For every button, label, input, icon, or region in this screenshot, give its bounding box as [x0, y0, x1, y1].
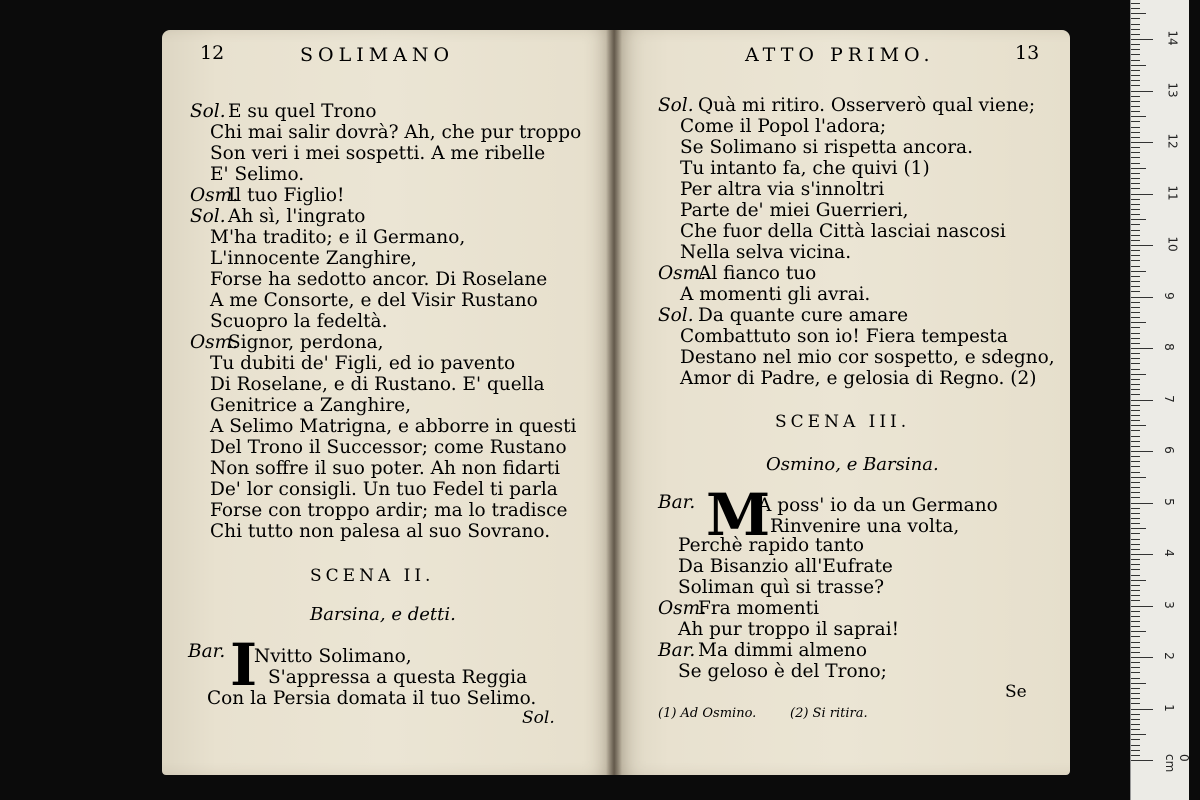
ruler-tick — [1131, 34, 1140, 35]
ruler-tick — [1131, 260, 1140, 261]
ruler-tick — [1131, 173, 1140, 174]
ruler-tick — [1131, 719, 1140, 720]
ruler-tick — [1131, 235, 1140, 236]
ruler-tick — [1131, 430, 1140, 431]
ruler-tick — [1131, 137, 1140, 138]
right-scene-line: Ma dimmi almeno — [698, 640, 867, 661]
ruler-number: 13 — [1165, 81, 1180, 98]
ruler-tick — [1131, 446, 1140, 447]
ruler-tick — [1131, 590, 1140, 591]
ruler-tick — [1131, 647, 1140, 648]
left-speaker: Sol. — [190, 101, 226, 122]
measuring-ruler — [1130, 0, 1189, 800]
ruler-tick — [1131, 683, 1146, 684]
ruler-tick — [1131, 369, 1140, 370]
right-scene-speaker: Bar. — [658, 640, 696, 661]
left-running-head: SOLIMANO — [300, 44, 455, 66]
ruler-tick — [1131, 662, 1140, 663]
ruler-tick — [1131, 739, 1140, 740]
ruler-tick — [1131, 580, 1146, 581]
left-verse-line: De' lor consigli. Un tuo Fedel ti parla — [210, 479, 558, 500]
ruler-tick — [1131, 595, 1140, 596]
right-scene-speaker: Bar. — [658, 492, 696, 513]
ruler-tick — [1131, 533, 1140, 534]
ruler-tick — [1131, 410, 1140, 411]
ruler-tick — [1131, 415, 1140, 416]
left-speaker: Osm. — [190, 332, 239, 353]
ruler-tick — [1131, 585, 1140, 586]
ruler-tick — [1131, 616, 1140, 617]
left-verse-line: Forse con troppo ardir; ma lo tradisce — [210, 500, 568, 521]
right-scene-line: Perchè rapido tanto — [678, 535, 864, 556]
ruler-tick — [1131, 600, 1140, 601]
ruler-tick — [1131, 389, 1140, 390]
ruler-tick — [1131, 327, 1140, 328]
ruler-tick — [1131, 18, 1140, 19]
left-verse-line: L'innocente Zanghire, — [210, 248, 417, 269]
ruler-tick — [1131, 508, 1140, 509]
ruler-tick — [1131, 302, 1140, 303]
ruler-tick — [1131, 441, 1140, 442]
ruler-tick — [1131, 194, 1153, 195]
right-scene-cap-line-2: Rinvenire una volta, — [770, 516, 960, 537]
ruler-tick — [1131, 8, 1140, 9]
ruler-tick — [1131, 60, 1140, 61]
ruler-tick — [1131, 96, 1140, 97]
ruler-number: 11 — [1165, 184, 1180, 201]
ruler-number: 1 — [1161, 703, 1176, 712]
ruler-tick — [1131, 544, 1140, 545]
right-scene-line: Soliman quì si trasse? — [678, 577, 885, 598]
ruler-tick — [1131, 286, 1140, 287]
ruler-tick — [1131, 482, 1140, 483]
ruler-tick — [1131, 554, 1153, 555]
ruler-tick — [1131, 734, 1146, 735]
ruler-tick — [1131, 75, 1140, 76]
ruler-number: 4 — [1161, 549, 1176, 557]
ruler-tick — [1131, 209, 1140, 210]
left-verse-line: Forse ha sedotto ancor. Di Roselane — [210, 269, 548, 290]
ruler-tick — [1131, 116, 1146, 117]
left-verse-line: Scuopro la fedeltà. — [210, 311, 388, 332]
ruler-tick — [1131, 245, 1153, 246]
ruler-tick — [1131, 178, 1140, 179]
footnote-2: (2) Si ritira. — [790, 706, 868, 721]
ruler-tick — [1131, 575, 1140, 576]
right-scene-line: Da Bisanzio all'Eufrate — [678, 556, 893, 577]
left-speaker: Sol. — [190, 206, 226, 227]
left-scene-line-1: Nvitto Solimano, — [254, 646, 412, 667]
ruler-tick — [1131, 698, 1140, 699]
left-speaker: Osm. — [190, 185, 239, 206]
ruler-tick — [1131, 487, 1140, 488]
ruler-tick — [1131, 363, 1140, 364]
ruler-tick — [1131, 80, 1140, 81]
ruler-tick — [1131, 111, 1140, 112]
ruler-tick — [1131, 230, 1140, 231]
ruler-tick — [1131, 564, 1140, 565]
ruler-tick — [1131, 724, 1140, 725]
ruler-number: 7 — [1161, 394, 1176, 403]
footnote-1: (1) Ad Osmino. — [658, 706, 757, 721]
right-scene-speaker: Osm. — [658, 598, 707, 619]
ruler-tick — [1131, 24, 1140, 25]
right-scene-heading: SCENA III. — [775, 412, 911, 432]
right-verse-line: Destano nel mio cor sospetto, e sdegno, — [680, 347, 1055, 368]
right-speaker: Sol. — [658, 305, 694, 326]
right-scene-line: Ah pur troppo il saprai! — [678, 619, 900, 640]
ruler-tick — [1131, 657, 1153, 658]
ruler-tick — [1131, 549, 1140, 550]
ruler-tick — [1131, 559, 1140, 560]
ruler-tick — [1131, 307, 1140, 308]
left-scene-speaker: Bar. — [188, 641, 226, 662]
left-drop-cap: I — [230, 631, 258, 699]
ruler-tick — [1131, 688, 1140, 689]
ruler-tick — [1131, 142, 1153, 143]
ruler-tick — [1131, 760, 1153, 761]
ruler-tick — [1131, 39, 1153, 40]
ruler-tick — [1131, 513, 1140, 514]
ruler-tick — [1131, 65, 1146, 66]
left-scene-characters: Barsina, e detti. — [310, 604, 456, 625]
right-verse-line: A momenti gli avrai. — [680, 284, 871, 305]
ruler-tick — [1131, 3, 1140, 4]
ruler-number: 3 — [1161, 600, 1176, 609]
ruler-tick — [1131, 312, 1140, 313]
left-verse-line: Il tuo Figlio! — [228, 185, 345, 206]
right-verse-line: Da quante cure amare — [698, 305, 909, 326]
ruler-tick — [1131, 425, 1146, 426]
ruler-tick — [1131, 755, 1140, 756]
ruler-tick — [1131, 338, 1140, 339]
ruler-tick — [1131, 621, 1140, 622]
ruler-tick — [1131, 147, 1140, 148]
right-verse-line: Tu intanto fa, che quivi (1) — [680, 158, 930, 179]
left-verse-line: A me Consorte, e del Visir Rustano — [210, 290, 538, 311]
ruler-tick — [1131, 297, 1153, 298]
right-verse-line: Amor di Padre, e gelosia di Regno. (2) — [680, 368, 1037, 389]
right-verse-line: Parte de' miei Guerrieri, — [680, 200, 909, 221]
ruler-tick — [1131, 652, 1140, 653]
ruler-tick — [1131, 420, 1140, 421]
ruler-tick — [1131, 188, 1140, 189]
right-verse-line: Nella selva vicina. — [680, 242, 852, 263]
ruler-tick — [1131, 183, 1140, 184]
right-verse-line: Che fuor della Città lasciai nascosi — [680, 221, 1006, 242]
ruler-tick — [1131, 497, 1140, 498]
ruler-tick — [1131, 631, 1146, 632]
ruler-tick — [1131, 219, 1146, 220]
ruler-tick — [1131, 626, 1140, 627]
ruler-tick — [1131, 667, 1140, 668]
ruler-tick — [1131, 291, 1140, 292]
right-catchword: Se — [1005, 682, 1027, 702]
left-verse-line: Son veri i mei sospetti. A me ribelle — [210, 143, 546, 164]
left-scene-line-2: S'appressa a questa Reggia — [268, 667, 528, 688]
ruler-tick — [1131, 642, 1140, 643]
ruler-tick — [1131, 518, 1140, 519]
left-verse-line: E' Selimo. — [210, 164, 305, 185]
ruler-tick — [1131, 569, 1140, 570]
ruler-tick — [1131, 106, 1140, 107]
right-speaker: Sol. — [658, 95, 694, 116]
ruler-tick — [1131, 250, 1140, 251]
ruler-tick — [1131, 132, 1140, 133]
ruler-unit-label: 0 cm — [1163, 754, 1191, 773]
left-verse-line: Signor, perdona, — [228, 332, 384, 353]
ruler-tick — [1131, 374, 1146, 375]
ruler-tick — [1131, 353, 1140, 354]
left-verse-line: E su quel Trono — [228, 101, 377, 122]
ruler-number: 6 — [1161, 446, 1176, 454]
ruler-tick — [1131, 384, 1140, 385]
ruler-tick — [1131, 91, 1153, 92]
ruler-tick — [1131, 121, 1140, 122]
ruler-tick — [1131, 271, 1146, 272]
ruler-tick — [1131, 461, 1140, 462]
ruler-tick — [1131, 224, 1140, 225]
ruler-tick — [1131, 358, 1140, 359]
ruler-number: 12 — [1165, 133, 1180, 149]
ruler-tick — [1131, 163, 1140, 164]
right-verse-line: Quà mi ritiro. Osserverò qual viene; — [698, 95, 1036, 116]
ruler-number: 9 — [1161, 291, 1176, 300]
ruler-tick — [1131, 204, 1140, 205]
left-verse-line: Chi tutto non palesa al suo Sovrano. — [210, 521, 551, 542]
ruler-tick — [1131, 152, 1140, 153]
ruler-tick — [1131, 101, 1140, 102]
ruler-tick — [1131, 214, 1140, 215]
left-verse-line: M'ha tradito; e il Germano, — [210, 227, 466, 248]
ruler-tick — [1131, 466, 1140, 467]
left-verse-line: Del Trono il Successor; come Rustano — [210, 437, 567, 458]
ruler-tick — [1131, 472, 1140, 473]
ruler-tick — [1131, 266, 1140, 267]
ruler-tick — [1131, 456, 1140, 457]
right-scene-line: Fra momenti — [698, 598, 820, 619]
ruler-tick — [1131, 255, 1140, 256]
ruler-number: 14 — [1165, 30, 1180, 46]
ruler-tick — [1131, 611, 1140, 612]
ruler-tick — [1131, 29, 1140, 30]
ruler-tick — [1131, 492, 1140, 493]
ruler-tick — [1131, 709, 1153, 710]
ruler-tick — [1131, 348, 1153, 349]
ruler-tick — [1131, 199, 1140, 200]
right-drop-cap: M — [706, 481, 771, 549]
right-page-number: 13 — [1015, 42, 1040, 64]
right-speaker: Osm. — [658, 263, 707, 284]
ruler-tick — [1131, 70, 1140, 71]
right-verse-line: Per altra via s'innoltri — [680, 179, 885, 200]
ruler-tick — [1131, 672, 1140, 673]
ruler-tick — [1131, 168, 1146, 169]
ruler-tick — [1131, 539, 1140, 540]
ruler-tick — [1131, 13, 1146, 14]
ruler-tick — [1131, 157, 1140, 158]
ruler-tick — [1131, 477, 1146, 478]
ruler-tick — [1131, 317, 1140, 318]
ruler-tick — [1131, 451, 1153, 452]
ruler-tick — [1131, 333, 1140, 334]
ruler-tick — [1131, 503, 1153, 504]
ruler-tick — [1131, 703, 1140, 704]
ruler-tick — [1131, 44, 1140, 45]
ruler-tick — [1131, 693, 1140, 694]
ruler-tick — [1131, 49, 1140, 50]
ruler-tick — [1131, 343, 1140, 344]
left-verse-line: Tu dubiti de' Figli, ed io pavento — [210, 353, 516, 374]
right-verse-line: Come il Popol l'adora; — [680, 116, 887, 137]
right-running-head: ATTO PRIMO. — [745, 44, 935, 66]
ruler-tick — [1131, 729, 1140, 730]
left-page-number: 12 — [200, 42, 225, 64]
ruler-tick — [1131, 54, 1140, 55]
ruler-tick — [1131, 750, 1140, 751]
left-verse-line: Genitrice a Zanghire, — [210, 395, 411, 416]
ruler-tick — [1131, 394, 1140, 395]
ruler-tick — [1131, 523, 1140, 524]
ruler-number: 8 — [1161, 343, 1176, 351]
left-scene-heading: SCENA II. — [310, 566, 435, 586]
right-scene-cap-line-1: A poss' io da un Germano — [758, 495, 998, 516]
ruler-tick — [1131, 678, 1140, 679]
right-scene-line: Se geloso è del Trono; — [678, 661, 887, 682]
right-scene-characters: Osmino, e Barsina. — [766, 454, 939, 475]
ruler-tick — [1131, 276, 1140, 277]
ruler-tick — [1131, 436, 1140, 437]
ruler-tick — [1131, 528, 1146, 529]
ruler-tick — [1131, 281, 1140, 282]
ruler-tick — [1131, 745, 1140, 746]
ruler-tick — [1131, 127, 1140, 128]
left-verse-line: Non soffre il suo poter. Ah non fidarti — [210, 458, 561, 479]
left-verse-line: Ah sì, l'ingrato — [228, 206, 366, 227]
book-gutter — [606, 30, 622, 775]
ruler-number: 2 — [1161, 652, 1176, 660]
ruler-tick — [1131, 322, 1146, 323]
ruler-number: 10 — [1165, 236, 1180, 252]
ruler-tick — [1131, 379, 1140, 380]
left-scene-line-3: Con la Persia domata il tuo Selimo. — [207, 688, 537, 709]
ruler-tick — [1131, 714, 1140, 715]
ruler-tick — [1131, 240, 1140, 241]
left-catchword: Sol. — [522, 708, 555, 728]
ruler-tick — [1131, 606, 1153, 607]
left-verse-line: Chi mai salir dovrà? Ah, che pur troppo — [210, 122, 582, 143]
ruler-number: 5 — [1161, 497, 1176, 506]
right-verse-line: Combattuto son io! Fiera tempesta — [680, 326, 1008, 347]
right-verse-line: Al fianco tuo — [698, 263, 817, 284]
left-verse-line: Di Roselane, e di Rustano. E' quella — [210, 374, 545, 395]
right-verse-line: Se Solimano si rispetta ancora. — [680, 137, 973, 158]
ruler-tick — [1131, 400, 1153, 401]
ruler-tick — [1131, 636, 1140, 637]
left-verse-line: A Selimo Matrigna, e abborre in questi — [210, 416, 577, 437]
ruler-tick — [1131, 405, 1140, 406]
ruler-tick — [1131, 85, 1140, 86]
